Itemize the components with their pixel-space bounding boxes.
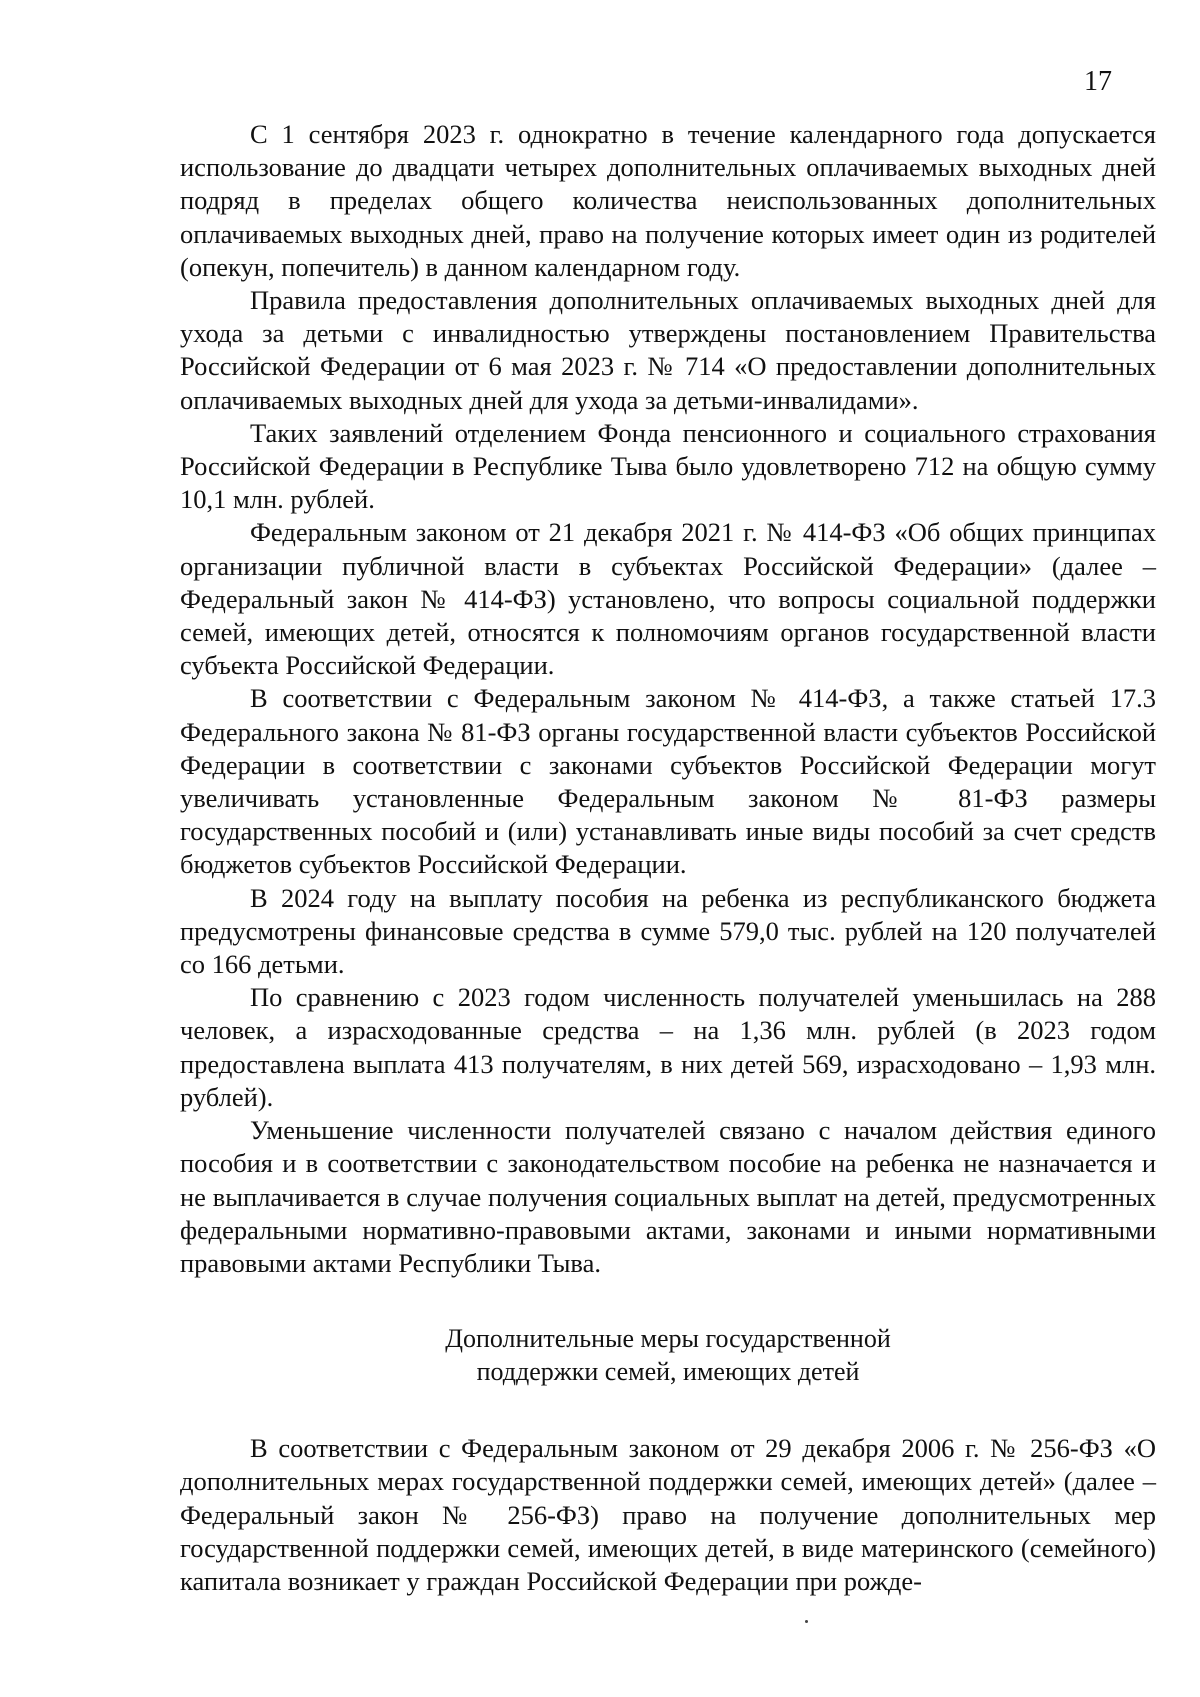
section-heading-line-2: поддержки семей, имеющих детей <box>476 1357 860 1387</box>
paragraph-2: Правила предоставления дополнительных оплачиваемых выходных дней для ухода за детьми с инвалидностью утверждены постановлением Правительства Российской Федерации от 6 мая 2023 г. № 714 «О предоставлении дополнительных оплачиваемых выходных дней для ухода за детьми-инвалидами». <box>180 285 1156 415</box>
page-number: 17 <box>1084 66 1112 97</box>
paragraph-7: По сравнению с 2023 годом численность получателей уменьшилась на 288 человек, а израсходованные средства – на 1,36 млн. рублей (в 2023 годом предоставлена выплата 413 получателям, в них детей 569, израсходовано – 1,93 млн. рублей). <box>180 982 1156 1112</box>
paragraph-9: В соответствии с Федеральным законом от 29 декабря 2006 г. № 256-ФЗ «О дополнительных мерах государственной поддержки семей, имеющих детей» (далее – Федеральный закон № 256-ФЗ) право на получение дополнительных мер государственной поддержки семей, имеющих детей, в виде материнского (семейного) капитала возникает у граждан Российской Федерации при рожде- <box>180 1433 1156 1596</box>
paragraph-1: С 1 сентября 2023 г. однократно в течение календарного года допускается использование до двадцати четырех дополнительных оплачиваемых выходных дней подряд в пределах общего количества неиспользованных дополнительных оплачиваемых выходных дней, право на получение которых имеет один из родителей (опекун, попечитель) в данном календарном году. <box>180 119 1156 282</box>
section-heading <box>180 1322 1156 1388</box>
document-body <box>180 118 1156 1598</box>
section-heading-line-1: Дополнительные меры государственной <box>445 1324 891 1354</box>
paragraph-5: В соответствии с Федеральным законом № 414-ФЗ, а также статьей 17.3 Федерального закона № 81-ФЗ органы государственной власти субъектов Российской Федерации в соответствии с законами субъектов Российской Федерации могут увеличивать установленные Федеральным законом № 81-ФЗ размеры государственных пособий и (или) устанавливать иные виды пособий за счет средств бюджетов субъектов Российской Федерации. <box>180 683 1156 880</box>
scan-speck <box>805 1620 808 1623</box>
paragraph-3: Таких заявлений отделением Фонда пенсионного и социального страхования Российской Федерации в Республике Тыва было удовлетворено 712 на общую сумму 10,1 млн. рублей. <box>180 417 1156 515</box>
paragraph-6: В 2024 году на выплату пособия на ребенка из республиканского бюджета предусмотрены финансовые средства в сумме 579,0 тыс. рублей на 120 получателей со 166 детьми. <box>180 882 1156 980</box>
paragraph-4: Федеральным законом от 21 декабря 2021 г. № 414-ФЗ «Об общих принципах организации публичной власти в субъектах Российской Федерации» (далее – Федеральный закон № 414-ФЗ) установлено, что вопросы социальной поддержки семей, имеющих детей, относятся к полномочиям органов государственной власти субъекта Российской Федерации. <box>180 517 1156 681</box>
paragraph-8: Уменьшение численности получателей связано с началом действия единого пособия и в соответствии с законодательством пособие на ребенка не назначается и не выплачивается в случае получения социальных выплат на детей, предусмотренных федеральными нормативно-правовыми актами, законами и иными нормативными правовыми актами Республики Тыва. <box>180 1115 1156 1278</box>
